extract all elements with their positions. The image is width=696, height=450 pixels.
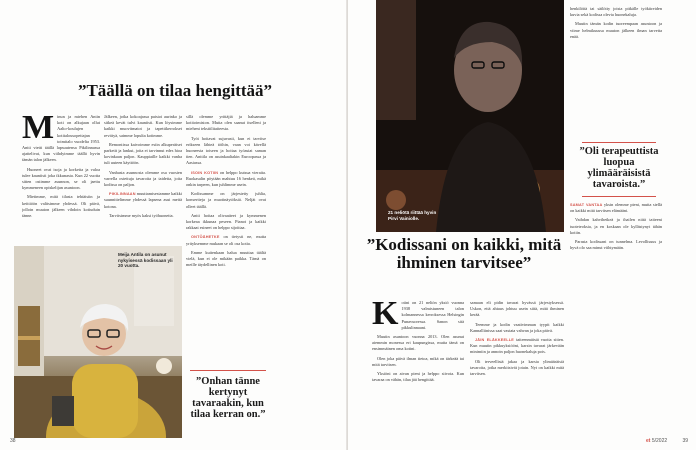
right-column-2 <box>470 300 564 434</box>
paragraph: samaan eli pidin tavarat hyvässä järjestyksessä. Uskon, että ahtaus johtuu usein siitä, mitä ihminen kerää. <box>470 300 564 318</box>
right-photo-caption: 21 neliötä riittää hyvin Pirvi Vainiolle. <box>388 210 437 221</box>
quote-rule <box>582 196 656 197</box>
quote-rule <box>582 142 656 143</box>
quote-rule <box>190 370 266 371</box>
paragraph: Yksiöni on aivan pieni ja helppo siivota. Kun tavaraa on vähän, tilaa jää hengittää. <box>372 371 464 383</box>
paragraph: Parasta kodissani on tunnelma. Levollisuus ja hyvä olo saa minut viihtymään. <box>570 239 662 251</box>
paragraph: Jälkeen, jotka kokoajassa paistoi aurinko ja sitkeä kevät tulvi kauniisti. Kun löysimme kaikki muovitmatot ja tapettikerrokset revittyä, saimme lopulta kotimme. <box>104 114 182 138</box>
dropcap: M <box>22 114 55 146</box>
paragraph: Mietimme, mitä tilasta tehtäisiin ja keittiöön valitsimme yhdessä. Oli päivä, jolloin muuton jälkeen vihdoin kotiuduin tänne. <box>22 194 100 219</box>
paragraph: Tarvitsimme myös kaksi työhuonetta. <box>109 212 174 218</box>
left-pull-quote: ”Onhan tänne kertynyt tavaraakin, kun tilaa kerran on.” <box>190 376 266 420</box>
paragraph: Remontissa kaivoimme esiin alkuperäiset parketit ja lankut, joita ei tarvinnut edes hioa kovinkaan paljon. Kauppiaille kaikki vanha tuli uuteen käyttöön. <box>104 141 182 166</box>
portrait-illustration <box>14 246 182 438</box>
paragraph: Teemme ja kodin vaativimman tyypit kaikki Kannalliinissa saat vastata vahvan ja joka päivä. <box>470 321 564 333</box>
paragraph: PIKILINNAAN muuttamisestamme kaikki suunnittelimme yhdessä lapsena asui meitä kotona. <box>104 191 182 209</box>
right-column-3 <box>570 202 662 432</box>
paragraph: otini on 21 neliön yksiö vuonna 1938 valmistuneen talon kolmannessa kerroksessa Helsingin Punavuoressa. Sanon sitä pikkulinnaani. <box>401 300 464 330</box>
portrait-photo-left <box>14 246 182 438</box>
right-page-number: 39 <box>682 438 689 444</box>
left-page-number: 38 <box>10 438 16 444</box>
paragraph: sillä olemme yrittäjiä ja haluamme kotitoimiston. Mutta olen saanut itselleni ja mieheni tekstiilitaiteesta. <box>186 114 266 132</box>
portrait-photo-right <box>376 0 564 232</box>
right-column-1 <box>372 300 464 434</box>
left-column-2 <box>104 114 182 236</box>
paragraph: inun ja miehen Antin koti on alkujaan ollut Aalto-koulujen kotitalousopettajan toimitalo vuodelta 1953. Antti vietti täällä lapsuutensa Pikilinnassa ajattelivat, kun viihdyimme täällä hyvin tämän talon jälkeen. <box>22 114 100 163</box>
issue-number: 5/2022 <box>651 438 668 444</box>
magazine-brand: et <box>646 438 651 444</box>
paragraph: Olen joka päivä ilman tietoa, mikä on tärkeää tai mitä tarvitsen. <box>372 355 464 367</box>
paragraph: Emme kuitenkaan halua muuttaa täältä vielä, kun ei ole mikään paikka. Tämä on meille täydellinen koti. <box>186 249 266 268</box>
right-column-3-top <box>570 6 662 116</box>
paragraph: ISOIN KOTIIN on helppo kutsua vieraita. Ruokasalin pöytään mahtuu 16 henkeä, mikä onkin tarpeen, kun juhlimme usein. <box>186 169 266 188</box>
paragraph: ONTÖÄHETKE on tietysti ne, mutta yrityksemme mukaan se oli osa kotia. <box>186 234 266 246</box>
paragraph: Muutin asuntoon vuonna 2013. Olen asunut aiemmin monessa eri kaupungissa, mutta tämä on ensimmäinen oma kotini. <box>372 334 464 352</box>
paragraph: Vaihdan kahvihetkeä ja ihailen niitä taiteeni tuoteteoksia, ja en koskaan ole kyllästynyt tähän kotiin. <box>570 217 662 235</box>
paragraph: Kodissamme on järjestetty juhlia, konsertteja ja muotinäytöksiä. Neljät ovat olleet täällä. <box>186 191 266 209</box>
left-column-1 <box>22 114 100 242</box>
paragraph: Antti hoitaa olivaatteet ja kymmenen korkeaa ikkunaa peseen. Pianot ja kaikki rakkaat esineet on helppo sijoittaa. <box>186 212 266 231</box>
paragraph: Vanhasta asunnosta olemme osa vuosien varrella ostettuja tavaroita ja taidetta, joita kodissa on paljon. <box>104 169 182 188</box>
right-pull-quote: ”Oli terapeuttista luopua ylimääräisistä tavaroista.” <box>579 146 659 190</box>
left-photo-caption: Meija Antila on asunut nykyisessä kodissaan yli 20 vuotta. <box>118 252 173 269</box>
dropcap: K <box>372 300 399 332</box>
paragraph: JÄIN ELÄKKEELLE taiteenmäistä vuotta sitten. Kun muutin pikkuyksiööni, karsin tavarat järkevään minimiin ja annoin paljon huonekaluja pois. <box>470 337 564 355</box>
paragraph: SAMAT VANTAA yksin olemme pieni, mutta siellä on kaikki mitä tarvitsen elämääni. <box>570 202 662 214</box>
paragraph: henkilöitä tai säilötty joista pitkälle työkiireiden kuvia sekä kodissa olevia huonekaluja. <box>570 6 662 18</box>
right-folio <box>646 438 688 444</box>
portrait-illustration-dark <box>376 0 564 232</box>
paragraph: Työt hoitavat sujuvasti, kun ei tarvitse erikseen lähteä töihin, vaan voi kävellä huoneesta toiseen ja hoitaa työasiat saman tien. Anttila on asuinkaaltakin Euroopassa ja Aasiassa. <box>186 135 266 166</box>
left-headline: ”Täällä on tilaa hengittää” <box>77 81 273 100</box>
right-headline: ”Kodissani on kaikki, mitä ihminen tarvitsee” <box>366 235 562 272</box>
paragraph: Muutin tämän kodin tuoreempaan asuntoon ja viime helmikuussa muuton jälkeen ilman tarvetta enää. <box>570 21 662 39</box>
paragraph: Oli terveellistä jakaa ja karsia ylimääräisiä tavaroita, jotka merkitsivät jotain. Nyt on kaikki mitä tarvitsen. <box>470 358 564 377</box>
paragraph: Huoneet ovat isoja ja korkeita ja valoa tulee kauniisti joka ikkunasta. Kun 22 vuotta sitten ostimme asunnon, se oli jaettu kymmeneen opiskelijan asuntoon. <box>22 166 100 191</box>
right-page <box>348 0 696 450</box>
